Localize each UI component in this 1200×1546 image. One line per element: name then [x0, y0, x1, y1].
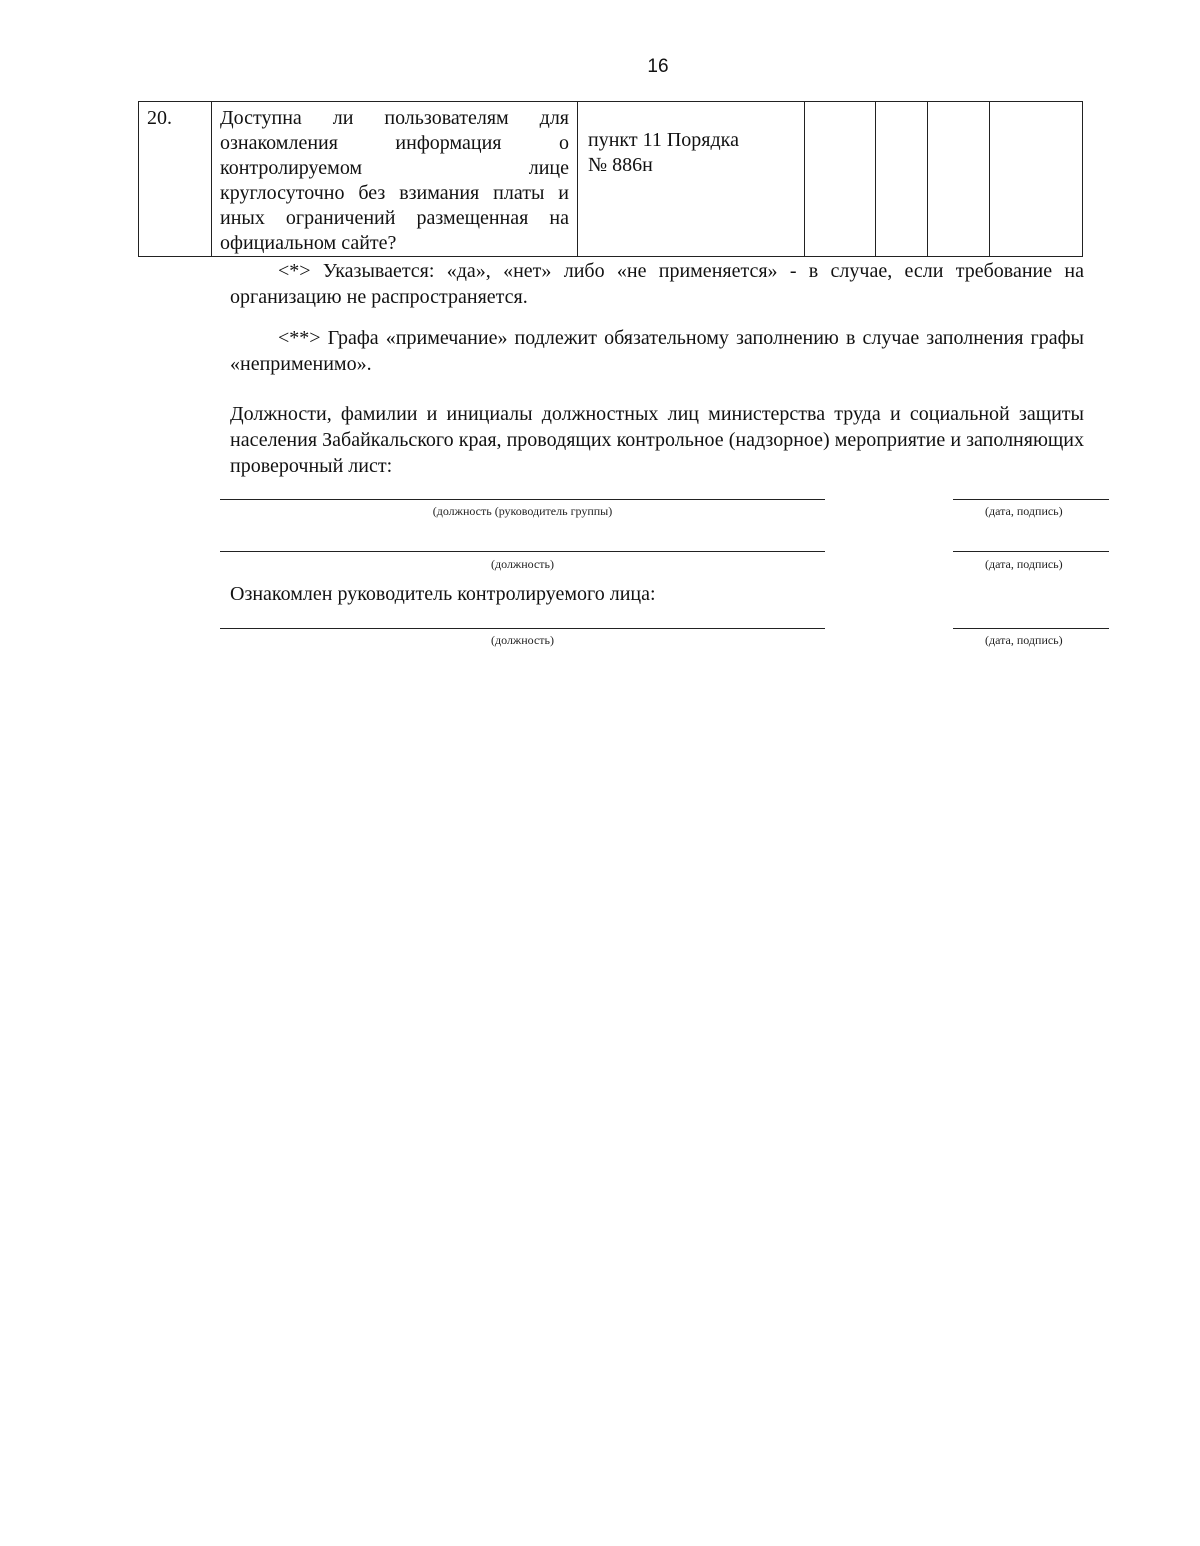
question-line: контролируемом лице — [220, 157, 569, 179]
checklist-table — [138, 101, 1083, 257]
position-signature-line — [220, 551, 825, 552]
question-line: ознакомления информация о — [220, 132, 569, 154]
acquainted-label: Ознакомлен руководитель контролируемого лица: — [230, 583, 656, 605]
footnote-1: <*> Указывается: «да», «нет» либо «не применяется» - в случае, если требование на организацию не распространяется. — [230, 260, 1084, 308]
date-signature-line — [953, 499, 1109, 500]
position-signature-line — [220, 628, 825, 629]
position-caption: (должность (руководитель группы) — [432, 504, 613, 518]
date-caption: (дата, подпись) — [985, 557, 1063, 571]
date-signature-line — [953, 551, 1109, 552]
officials-paragraph: Должности, фамилии и инициалы должностных лиц министерства труда и социальной защиты населения Забайкальского края, проводящих контрольное (надзорное) мероприятие и заполняющих проверочный лист: — [230, 403, 1084, 477]
answer-cell-yes[interactable] — [805, 102, 876, 257]
question-line: официальном сайте? — [220, 232, 397, 254]
date-caption: (дата, подпись) — [985, 504, 1063, 518]
answer-cell-note[interactable] — [990, 102, 1083, 257]
footnote-2: <**> Графа «примечание» подлежит обязательному заполнению в случае заполнения графы «неприменимо». — [230, 327, 1084, 375]
date-signature-line — [953, 628, 1109, 629]
position-caption: (должность) — [491, 557, 554, 571]
question-line: Доступна ли пользователям для — [220, 107, 569, 129]
question-line: круглосуточно без взимания платы и — [220, 182, 569, 204]
reference-line: № 886н — [588, 154, 653, 176]
page-number: 16 — [647, 56, 669, 77]
question-cell — [212, 102, 578, 257]
reference-cell — [578, 102, 805, 257]
row-number: 20. — [139, 102, 212, 257]
position-signature-line — [220, 499, 825, 500]
answer-cell-no[interactable] — [876, 102, 928, 257]
question-line: иных ограничений размещенная на — [220, 207, 569, 229]
table-row — [139, 102, 1083, 257]
reference-line: пункт 11 Порядка — [588, 129, 739, 151]
date-caption: (дата, подпись) — [985, 633, 1063, 647]
position-caption: (должность) — [491, 633, 554, 647]
answer-cell-not-applicable[interactable] — [928, 102, 990, 257]
